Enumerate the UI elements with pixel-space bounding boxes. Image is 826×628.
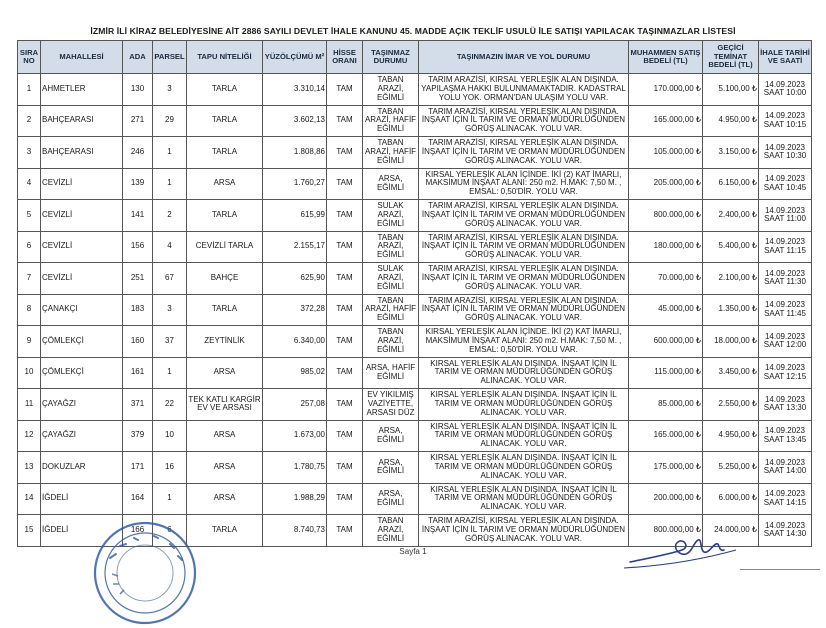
cell-bedel: 600.000,00 ₺ [629, 326, 703, 358]
cell-durum: ARSA, HAFİF EĞİMLİ [363, 357, 419, 389]
cell-ada: 161 [123, 357, 153, 389]
cell-hisse: TAM [327, 231, 363, 263]
cell-durum: TABAN ARAZİ, HAFİF EĞİMLİ [363, 137, 419, 169]
cell-teminat: 24.000,00 ₺ [703, 515, 759, 547]
cell-teminat: 4.950,00 ₺ [703, 105, 759, 137]
cell-imar: TARIM ARAZİSİ, KIRSAL YERLEŞİK ALAN DIŞINDA. İNŞAAT İÇİN İL TARIM VE ORMAN MÜDÜRLÜĞÜNDEN GÖRÜŞ ALINACAK. YOLU VAR. [419, 137, 629, 169]
cell-mahalle: İĞDELİ [41, 515, 123, 547]
cell-tarih-saat: SAAT 12:00 [763, 340, 807, 350]
cell-alan: 257,08 [263, 389, 327, 421]
cell-tapu: ZEYTİNLİK [187, 326, 263, 358]
cell-no: 14 [18, 483, 41, 515]
cell-tapu: BAHÇE [187, 263, 263, 295]
cell-tapu: ARSA [187, 420, 263, 452]
cell-tarih-date: 14.09.2023 [764, 520, 806, 530]
cell-hisse: TAM [327, 263, 363, 295]
cell-tarih-saat: SAAT 11:45 [764, 308, 806, 318]
cell-durum: SULAK ARAZİ, EĞİMLİ [363, 200, 419, 232]
cell-bedel: 180.000,00 ₺ [629, 231, 703, 263]
property-table [17, 40, 812, 547]
cell-hisse: TAM [327, 137, 363, 169]
table-row [18, 420, 812, 452]
cell-hisse: TAM [327, 515, 363, 547]
cell-tapu: ARSA [187, 452, 263, 484]
cell-hisse: TAM [327, 326, 363, 358]
cell-bedel: 165.000,00 ₺ [629, 105, 703, 137]
table-row [18, 105, 812, 137]
cell-mahalle: CEVİZLİ [41, 231, 123, 263]
official-stamp-icon [90, 518, 200, 628]
cell-tarih-date: 14.09.2023 [764, 268, 806, 278]
cell-ada: 139 [123, 168, 153, 200]
cell-hisse: TAM [327, 294, 363, 326]
cell-no: 11 [18, 389, 41, 421]
cell-teminat: 2.100,00 ₺ [703, 263, 759, 295]
table-row [18, 483, 812, 515]
cell-tarih-date: 14.09.2023 [764, 426, 806, 436]
cell-tarih-date: 14.09.2023 [764, 205, 806, 215]
table-row [18, 74, 812, 106]
cell-alan: 615,99 [263, 200, 327, 232]
cell-parsel: 37 [153, 326, 187, 358]
cell-parsel: 22 [153, 389, 187, 421]
cell-mahalle: ÇAYAĞZI [41, 420, 123, 452]
cell-bedel: 200.000,00 ₺ [629, 483, 703, 515]
cell-no: 9 [18, 326, 41, 358]
cell-ada: 130 [123, 74, 153, 106]
cell-ada: 171 [123, 452, 153, 484]
header-imar: TAŞINMAZIN İMAR VE YOL DURUMU [419, 41, 629, 74]
cell-mahalle: CEVİZLİ [41, 263, 123, 295]
cell-alan: 3.602,13 [263, 105, 327, 137]
cell-no: 3 [18, 137, 41, 169]
cell-tapu: TARLA [187, 74, 263, 106]
cell-hisse: TAM [327, 483, 363, 515]
table-row [18, 452, 812, 484]
cell-no: 5 [18, 200, 41, 232]
cell-tarih [759, 420, 812, 452]
cell-mahalle: ÇÖMLEKÇİ [41, 357, 123, 389]
cell-teminat: 3.450,00 ₺ [703, 357, 759, 389]
header-teminat: GEÇİCİ TEMİNAT BEDELİ (TL) [703, 41, 759, 74]
table-header-row [18, 41, 812, 74]
cell-imar: KIRSAL YERLEŞİK ALAN İÇİNDE. İKİ (2) KAT İMARLI, MAKSİMUM İNŞAAT ALANI: 250 m2. H.MAK: 7,50 M. , EMSAL: 0,50'DİR. YOLU VAR. [419, 168, 629, 200]
cell-tarih-saat: SAAT 14:30 [763, 529, 807, 539]
cell-teminat: 5.100,00 ₺ [703, 74, 759, 106]
cell-teminat: 4.950,00 ₺ [703, 420, 759, 452]
cell-ada: 141 [123, 200, 153, 232]
cell-ada: 371 [123, 389, 153, 421]
cell-tarih [759, 515, 812, 547]
cell-hisse: TAM [327, 452, 363, 484]
cell-imar: TARIM ARAZİSİ, KIRSAL YERLEŞİK ALAN DIŞINDA. İNŞAAT İÇİN İL TARIM VE ORMAN MÜDÜRLÜĞÜNDEN GÖRÜŞ ALINACAK. YOLU VAR. [419, 515, 629, 547]
cell-tarih-saat: SAAT 11:15 [764, 245, 806, 255]
cell-tarih-saat: SAAT 13:30 [763, 403, 807, 413]
table-row [18, 294, 812, 326]
cell-mahalle: CEVİZLİ [41, 168, 123, 200]
cell-tarih-saat: SAAT 13:45 [763, 434, 807, 444]
cell-tarih [759, 168, 812, 200]
cell-tarih [759, 294, 812, 326]
cell-tarih [759, 357, 812, 389]
cell-tarih-date: 14.09.2023 [764, 111, 806, 121]
cell-alan: 8.740,73 [263, 515, 327, 547]
cell-no: 13 [18, 452, 41, 484]
cell-tarih-saat: SAAT 12:15 [763, 371, 807, 381]
cell-teminat: 5.250,00 ₺ [703, 452, 759, 484]
cell-bedel: 45.000,00 ₺ [629, 294, 703, 326]
cell-ada: 156 [123, 231, 153, 263]
cell-bedel: 205.000,00 ₺ [629, 168, 703, 200]
cell-no: 15 [18, 515, 41, 547]
cell-ada: 166 [123, 515, 153, 547]
table-row [18, 357, 812, 389]
cell-tarih [759, 326, 812, 358]
cell-teminat: 1.350,00 ₺ [703, 294, 759, 326]
cell-tarih-saat: SAAT 11:00 [764, 214, 806, 224]
cell-alan: 1.673,00 [263, 420, 327, 452]
cell-tarih-saat: SAAT 14:15 [763, 497, 807, 507]
cell-bedel: 170.000,00 ₺ [629, 74, 703, 106]
header-sira: SIRA NO [18, 41, 41, 74]
cell-no: 2 [18, 105, 41, 137]
cell-tarih-date: 14.09.2023 [764, 142, 806, 152]
cell-imar: KIRSAL YERLEŞİK ALAN DIŞINDA. İNŞAAT İÇİN İL TARIM VE ORMAN MÜDÜRLÜĞÜNDEN GÖRÜŞ ALINACAK. YOLU VAR. [419, 420, 629, 452]
cell-mahalle: ÇANAKÇI [41, 294, 123, 326]
cell-hisse: TAM [327, 168, 363, 200]
cell-tarih-date: 14.09.2023 [764, 79, 806, 89]
cell-mahalle: BAHÇEARASI [41, 105, 123, 137]
cell-alan: 1.760,27 [263, 168, 327, 200]
cell-ada: 164 [123, 483, 153, 515]
cell-tapu: TARLA [187, 294, 263, 326]
cell-imar: KIRSAL YERLEŞİK ALAN DIŞINDA. İNŞAAT İÇİN İL TARIM VE ORMAN MÜDÜRLÜĞÜNDEN GÖRÜŞ ALINACAK. YOLU VAR. [419, 357, 629, 389]
cell-parsel: 3 [153, 74, 187, 106]
cell-parsel: 29 [153, 105, 187, 137]
cell-alan: 3.310,14 [263, 74, 327, 106]
table-row [18, 200, 812, 232]
cell-tapu: CEVİZLİ TARLA [187, 231, 263, 263]
cell-teminat: 18.000,00 ₺ [703, 326, 759, 358]
cell-parsel: 3 [153, 294, 187, 326]
cell-parsel: 1 [153, 137, 187, 169]
cell-parsel: 6 [153, 515, 187, 547]
cell-tarih-saat: SAAT 10:30 [763, 151, 807, 161]
cell-parsel: 1 [153, 357, 187, 389]
cell-mahalle: ÇAYAĞZI [41, 389, 123, 421]
cell-no: 7 [18, 263, 41, 295]
cell-alan: 1.780,75 [263, 452, 327, 484]
cell-ada: 160 [123, 326, 153, 358]
cell-hisse: TAM [327, 105, 363, 137]
cell-tarih [759, 263, 812, 295]
cell-ada: 271 [123, 105, 153, 137]
cell-no: 4 [18, 168, 41, 200]
cell-tapu: TARLA [187, 137, 263, 169]
cell-teminat: 6.000,00 ₺ [703, 483, 759, 515]
cell-imar: KIRSAL YERLEŞİK ALAN DIŞINDA. İNŞAAT İÇİN İL TARIM VE ORMAN MÜDÜRLÜĞÜNDEN GÖRÜŞ ALINACAK. YOLU VAR. [419, 389, 629, 421]
cell-bedel: 175.000,00 ₺ [629, 452, 703, 484]
cell-teminat: 5.400,00 ₺ [703, 231, 759, 263]
cell-parsel: 10 [153, 420, 187, 452]
cell-bedel: 165.000,00 ₺ [629, 420, 703, 452]
cell-alan: 2.155,17 [263, 231, 327, 263]
cell-tarih [759, 74, 812, 106]
cell-bedel: 70.000,00 ₺ [629, 263, 703, 295]
cell-ada: 183 [123, 294, 153, 326]
table-row [18, 389, 812, 421]
cell-parsel: 4 [153, 231, 187, 263]
header-durum: TAŞINMAZ DURUMU [363, 41, 419, 74]
header-yuzolcum: YÜZÖLÇÜMÜ M² [263, 41, 327, 74]
cell-no: 6 [18, 231, 41, 263]
cell-tarih [759, 231, 812, 263]
cell-bedel: 115.000,00 ₺ [629, 357, 703, 389]
cell-durum: TABAN ARAZİ, EĞİMLİ [363, 231, 419, 263]
cell-imar: KIRSAL YERLEŞİK ALAN İÇİNDE. İKİ (2) KAT İMARLI, MAKSİMUM İNŞAAT ALANI: 250 m2. H.MAK: 7,50 M. , EMSAL: 0,50'DİR. YOLU VAR. [419, 326, 629, 358]
cell-imar: TARIM ARAZİSİ, KIRSAL YERLEŞİK ALAN DIŞINDA. İNŞAAT İÇİN İL TARIM VE ORMAN MÜDÜRLÜĞÜNDEN GÖRÜŞ ALINACAK. YOLU VAR. [419, 200, 629, 232]
cell-mahalle: CEVİZLİ [41, 200, 123, 232]
cell-tarih [759, 105, 812, 137]
cell-hisse: TAM [327, 420, 363, 452]
signature-line [740, 569, 820, 570]
cell-tapu: TEK KATLI KARGİR EV VE ARSASI [187, 389, 263, 421]
header-parsel: PARSEL [153, 41, 187, 74]
cell-mahalle: BAHÇEARASI [41, 137, 123, 169]
page-number: Sayfa 1 [399, 547, 427, 556]
cell-tarih-saat: SAAT 10:45 [763, 182, 807, 192]
cell-tarih-date: 14.09.2023 [764, 457, 806, 467]
cell-hisse: TAM [327, 200, 363, 232]
cell-durum: TABAN ARAZİ, EĞİMLİ [363, 326, 419, 358]
cell-teminat: 6.150,00 ₺ [703, 168, 759, 200]
cell-durum: SULAK ARAZİ, EĞİMLİ [363, 263, 419, 295]
cell-tapu: TARLA [187, 105, 263, 137]
cell-parsel: 67 [153, 263, 187, 295]
cell-tapu: ARSA [187, 483, 263, 515]
cell-tarih-date: 14.09.2023 [764, 363, 806, 373]
cell-alan: 6.340,00 [263, 326, 327, 358]
cell-mahalle: İĞDELİ [41, 483, 123, 515]
cell-durum: TABAN ARAZİ, HAFİF EĞİMLİ [363, 294, 419, 326]
cell-no: 12 [18, 420, 41, 452]
cell-ada: 379 [123, 420, 153, 452]
cell-tarih [759, 389, 812, 421]
table-row [18, 231, 812, 263]
cell-imar: TARIM ARAZİSİ, KIRSAL YERLEŞİK ALAN DIŞINDA. YAPILAŞMA HAKKI BULUNMAMAKTADIR. KADASTRAL YOLU YOK. ORMAN'DAN ULAŞIM YOLU VAR. [419, 74, 629, 106]
cell-tarih [759, 200, 812, 232]
cell-tarih-date: 14.09.2023 [764, 489, 806, 499]
cell-durum: ARSA, EĞİMLİ [363, 168, 419, 200]
cell-alan: 372,28 [263, 294, 327, 326]
cell-durum: ARSA, EĞİMLİ [363, 452, 419, 484]
cell-mahalle: ÇÖMLEKÇİ [41, 326, 123, 358]
cell-tarih-saat: SAAT 11:30 [764, 277, 806, 287]
cell-durum: ARSA, EĞİMLİ [363, 420, 419, 452]
cell-teminat: 2.400,00 ₺ [703, 200, 759, 232]
cell-parsel: 1 [153, 483, 187, 515]
cell-tapu: ARSA [187, 357, 263, 389]
cell-durum: EV YIKILMIŞ VAZİYETTE, ARSASI DÜZ [363, 389, 419, 421]
header-bedel: MUHAMMEN SATIŞ BEDELİ (TL) [629, 41, 703, 74]
cell-hisse: TAM [327, 74, 363, 106]
cell-parsel: 1 [153, 168, 187, 200]
table-body [18, 74, 812, 547]
cell-bedel: 800.000,00 ₺ [629, 200, 703, 232]
cell-tarih-saat: SAAT 10:00 [763, 88, 807, 98]
cell-tarih-date: 14.09.2023 [764, 174, 806, 184]
table-row [18, 137, 812, 169]
cell-durum: ARSA, EĞİMLİ [363, 483, 419, 515]
cell-hisse: TAM [327, 357, 363, 389]
header-hisse: HİSSE ORANI [327, 41, 363, 74]
cell-tarih [759, 452, 812, 484]
cell-teminat: 3.150,00 ₺ [703, 137, 759, 169]
cell-durum: TABAN ARAZİ, EĞİMLİ [363, 74, 419, 106]
cell-no: 1 [18, 74, 41, 106]
cell-mahalle: DOKUZLAR [41, 452, 123, 484]
header-tapu: TAPU NİTELİĞİ [187, 41, 263, 74]
cell-parsel: 2 [153, 200, 187, 232]
table-row [18, 168, 812, 200]
cell-tapu: ARSA [187, 168, 263, 200]
cell-tarih-date: 14.09.2023 [764, 394, 806, 404]
document-title: İZMİR İLİ KİRAZ BELEDİYESİNE AİT 2886 SAYILI DEVLET İHALE KANUNU 45. MADDE AÇIK TEKLİF USULÜ İLE SATIŞI YAPILACAK TAŞINMAZLAR LİSTESİ [90, 26, 736, 36]
cell-tarih-saat: SAAT 14:00 [763, 466, 807, 476]
cell-tarih [759, 483, 812, 515]
cell-durum: TABAN ARAZİ, EĞİMLİ [363, 515, 419, 547]
cell-imar: TARIM ARAZİSİ, KIRSAL YERLEŞİK ALAN DIŞINDA. İNŞAAT İÇİN İL TARIM VE ORMAN MÜDÜRLÜĞÜNDEN GÖRÜŞ ALINACAK. YOLU VAR. [419, 105, 629, 137]
cell-mahalle: AHMETLER [41, 74, 123, 106]
cell-tarih-date: 14.09.2023 [764, 300, 806, 310]
cell-teminat: 2.550,00 ₺ [703, 389, 759, 421]
table-row [18, 263, 812, 295]
cell-imar: KIRSAL YERLEŞİK ALAN DIŞINDA. İNŞAAT İÇİN İL TARIM VE ORMAN MÜDÜRLÜĞÜNDEN GÖRÜŞ ALINACAK. YOLU VAR. [419, 452, 629, 484]
header-tarih: İHALE TARİHİ VE SAATİ [759, 41, 812, 74]
cell-imar: TARIM ARAZİSİ, KIRSAL YERLEŞİK ALAN DIŞINDA. İNŞAAT İÇİN İL TARIM VE ORMAN MÜDÜRLÜĞÜNDEN GÖRÜŞ ALINACAK. YOLU VAR. [419, 263, 629, 295]
cell-ada: 246 [123, 137, 153, 169]
cell-tarih-saat: SAAT 10:15 [763, 119, 807, 129]
header-mahalle: MAHALLESİ [41, 41, 123, 74]
cell-no: 8 [18, 294, 41, 326]
cell-bedel: 800.000,00 ₺ [629, 515, 703, 547]
cell-tapu: TARLA [187, 515, 263, 547]
cell-tapu: TARLA [187, 200, 263, 232]
cell-ada: 251 [123, 263, 153, 295]
cell-alan: 985,02 [263, 357, 327, 389]
cell-hisse: TAM [327, 389, 363, 421]
cell-alan: 625,90 [263, 263, 327, 295]
cell-no: 10 [18, 357, 41, 389]
cell-tarih-date: 14.09.2023 [764, 237, 806, 247]
cell-durum: TABAN ARAZİ, HAFİF EĞİMLİ [363, 105, 419, 137]
cell-imar: TARIM ARAZİSİ, KIRSAL YERLEŞİK ALAN DIŞINDA. İNŞAAT İÇİN İL TARIM VE ORMAN MÜDÜRLÜĞÜNDEN GÖRÜŞ ALINACAK. YOLU VAR. [419, 294, 629, 326]
cell-alan: 1.988,29 [263, 483, 327, 515]
cell-bedel: 105.000,00 ₺ [629, 137, 703, 169]
cell-tarih [759, 137, 812, 169]
cell-parsel: 16 [153, 452, 187, 484]
cell-imar: TARIM ARAZİSİ, KIRSAL YERLEŞİK ALAN DIŞINDA. İNŞAAT İÇİN İL TARIM VE ORMAN MÜDÜRLÜĞÜNDEN GÖRÜŞ ALINACAK. YOLU VAR. [419, 231, 629, 263]
cell-imar: KIRSAL YERLEŞİK ALAN DIŞINDA. İNŞAAT İÇİN İL TARIM VE ORMAN MÜDÜRLÜĞÜNDEN GÖRÜŞ ALINACAK. YOLU VAR. [419, 483, 629, 515]
cell-bedel: 85.000,00 ₺ [629, 389, 703, 421]
table-row [18, 326, 812, 358]
cell-tarih-date: 14.09.2023 [764, 331, 806, 341]
header-ada: ADA [123, 41, 153, 74]
cell-alan: 1.808,86 [263, 137, 327, 169]
